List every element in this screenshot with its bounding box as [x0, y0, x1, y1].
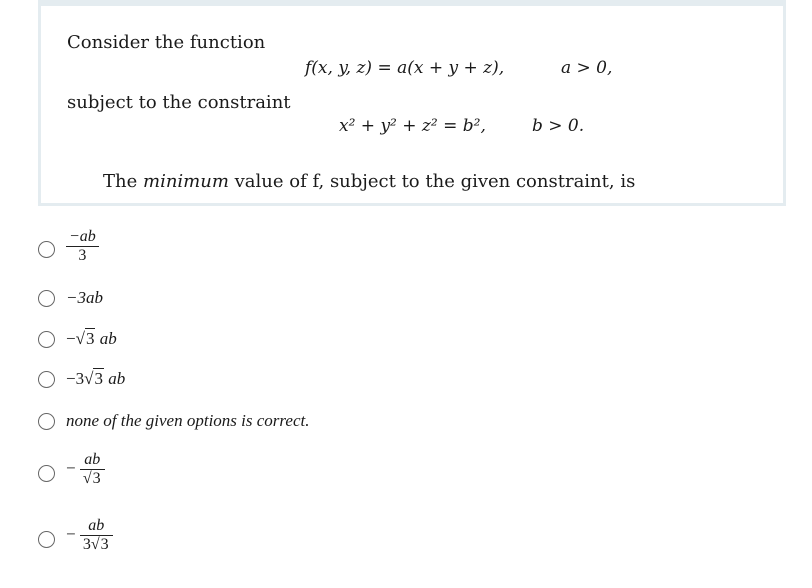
option-1-radio[interactable]: [38, 241, 55, 258]
option-7-prefix: −: [66, 524, 76, 544]
option-4-radio[interactable]: [38, 371, 55, 388]
question-box: [38, 0, 786, 206]
option-3-radio[interactable]: [38, 331, 55, 348]
option-7-den-coef: 3: [82, 536, 91, 553]
option-1-numerator: −ab: [69, 228, 96, 245]
option-5-text: none of the given options is correct.: [66, 411, 310, 430]
constraint-condition: b > 0.: [532, 116, 585, 136]
option-1-denominator: 3: [66, 246, 99, 265]
option-4-suffix: ab: [108, 369, 126, 388]
function-expression: f(x, y, z) = a(x + y + z),: [305, 58, 505, 78]
option-3-prefix: −: [66, 329, 76, 348]
option-5-radio[interactable]: [38, 413, 55, 430]
option-3-suffix: ab: [99, 329, 117, 348]
option-6-numerator: ab: [84, 451, 101, 468]
option-2-radio[interactable]: [38, 290, 55, 307]
option-7-numerator: ab: [88, 517, 105, 534]
option-2-label: [66, 288, 103, 308]
option-6-radio[interactable]: [38, 465, 55, 482]
option-6-label: − $\frac{ab}{√3}$: [66, 451, 105, 488]
question-intro: Consider the function: [67, 32, 266, 53]
option-7-label: − $\frac{ab}{3√3}$: [66, 517, 113, 554]
option-6-radicand: 3: [92, 470, 101, 487]
option-7-radio[interactable]: [38, 531, 55, 548]
prompt-pre: The: [103, 171, 138, 192]
option-6-prefix: −: [66, 458, 76, 478]
option-4-prefix: −3: [66, 369, 85, 388]
function-condition: a > 0,: [561, 58, 613, 78]
option-5-label: [66, 411, 309, 431]
option-3-label: −√3 ab: [66, 329, 117, 348]
option-1-label: [66, 228, 99, 265]
prompt-emphasis: minimum: [143, 171, 229, 192]
option-7-radicand: 3: [100, 536, 109, 553]
option-3-radicand: 3: [85, 329, 95, 348]
question-prompt: [103, 171, 635, 192]
constraint-intro: subject to the constraint: [67, 92, 291, 113]
prompt-post: value of f, subject to the given constraint, is: [234, 171, 636, 192]
option-4-label: −3√3 ab: [66, 369, 126, 388]
constraint-expression: x² + y² + z² = b²,: [339, 116, 486, 136]
option-2-text: −3ab: [66, 288, 103, 307]
option-4-radicand: 3: [94, 369, 103, 388]
